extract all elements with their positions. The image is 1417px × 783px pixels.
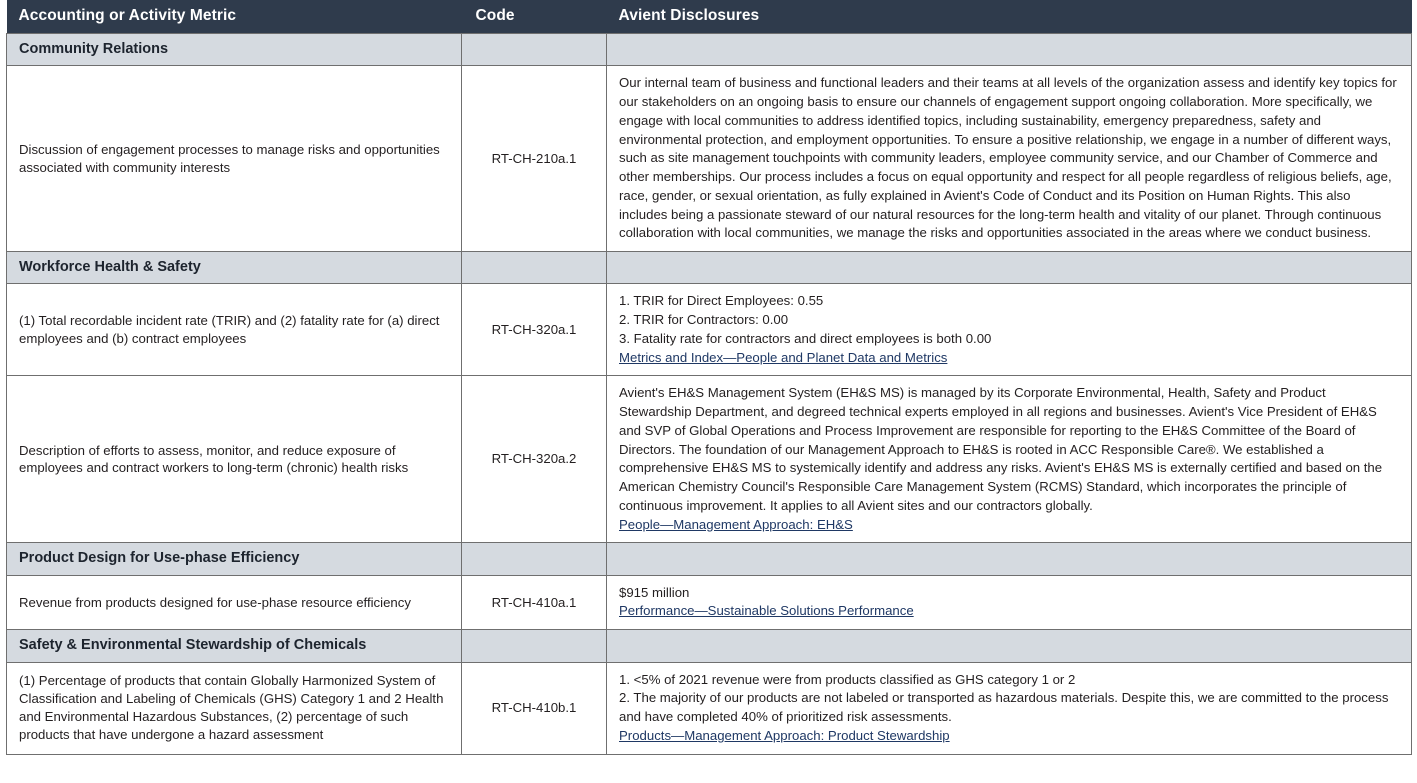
metric-cell: (1) Percentage of products that contain Globally Harmonized System of Classification and Labeling of Chemicals (GHS) Category 1 and 2 Health and Environmental Hazardous Substances, (2) percentage of such products that have undergone a hazard assessment xyxy=(7,662,462,754)
disclosure-cell xyxy=(607,662,1412,754)
disclosure-line: 1. <5% of 2021 revenue were from products classified as GHS category 1 or 2 xyxy=(619,671,1076,687)
metric-cell: Description of efforts to assess, monitor, and reduce exposure of employees and contract workers to long-term (chronic) health risks xyxy=(7,376,462,543)
disclosure-link[interactable]: People—Management Approach: EH&S xyxy=(619,516,853,532)
disclosure-link[interactable]: Performance—Sustainable Solutions Performance xyxy=(619,603,914,619)
section-title: Safety & Environmental Stewardship of Chemicals xyxy=(7,630,462,662)
code-cell: RT-CH-410a.1 xyxy=(462,575,607,629)
column-header-metric: Accounting or Activity Metric xyxy=(7,0,462,34)
table-header xyxy=(7,0,1412,34)
code-cell: RT-CH-210a.1 xyxy=(462,66,607,252)
code-cell: RT-CH-320a.2 xyxy=(462,376,607,543)
section-blank-code xyxy=(462,630,607,662)
section-blank-disclosure xyxy=(607,543,1412,575)
disclosure-line: 1. TRIR for Direct Employees: 0.55 xyxy=(619,293,824,309)
section-blank-code xyxy=(462,34,607,66)
table-header-row xyxy=(7,0,1412,34)
section-title: Community Relations xyxy=(7,34,462,66)
section-header-row xyxy=(7,34,1412,66)
section-header-row xyxy=(7,630,1412,662)
section-blank-disclosure xyxy=(607,630,1412,662)
disclosure-link[interactable]: Metrics and Index—People and Planet Data and Metrics xyxy=(619,349,948,365)
metric-cell: Revenue from products designed for use-phase resource efficiency xyxy=(7,575,462,629)
disclosure-cell xyxy=(607,376,1412,543)
section-header-row xyxy=(7,252,1412,284)
metric-cell: (1) Total recordable incident rate (TRIR) and (2) fatality rate for (a) direct employees and (b) contract employees xyxy=(7,284,462,376)
code-cell: RT-CH-320a.1 xyxy=(462,284,607,376)
code-cell: RT-CH-410b.1 xyxy=(462,662,607,754)
table-row xyxy=(7,575,1412,629)
column-header-code: Code xyxy=(462,0,607,34)
section-title: Workforce Health & Safety xyxy=(7,252,462,284)
table-body xyxy=(7,34,1412,755)
disclosure-cell xyxy=(607,66,1412,252)
section-blank-disclosure xyxy=(607,34,1412,66)
disclosure-paragraph: Our internal team of business and functional leaders and their teams at all levels of the organization assess and identify key topics for our stakeholders on an ongoing basis to ensure our channels of engagement support ongoing collaboration. More specifically, we engage with local communities to address identified topics, including sustainability, emergency preparedness, safety and environmental protection, and employment opportunities. To ensure a positive relationship, we engage in a number of different ways, such as site management touchpoints with community leaders, employee community service, and our Chamber of Commerce and other memberships. Our process includes a focus on equal opportunity and respect for all people regardless of religious beliefs, age, race, gender, or sexual orientation, as fully explained in Avient's Code of Conduct and its Position on Human Rights. This also includes being a passionate steward of our natural resources for the long-term health and vitality of our planet. Through continuous collaboration with local communities, we manage the risks and opportunities associated in the areas where we conduct business. xyxy=(619,75,1397,241)
section-title: Product Design for Use-phase Efficiency xyxy=(7,543,462,575)
table-row xyxy=(7,284,1412,376)
sasb-table xyxy=(6,0,1412,755)
disclosure-line: 2. TRIR for Contractors: 0.00 xyxy=(619,312,789,328)
metric-cell: Discussion of engagement processes to manage risks and opportunities associated with community interests xyxy=(7,66,462,252)
table-row xyxy=(7,662,1412,754)
section-header-row xyxy=(7,543,1412,575)
section-blank-disclosure xyxy=(607,252,1412,284)
disclosure-line: 3. Fatality rate for contractors and direct employees is both 0.00 xyxy=(619,330,992,346)
table-row xyxy=(7,376,1412,543)
table-row xyxy=(7,66,1412,252)
disclosure-cell xyxy=(607,284,1412,376)
disclosure-line: $915 million xyxy=(619,584,690,600)
section-blank-code xyxy=(462,543,607,575)
column-header-disclosures: Avient Disclosures xyxy=(607,0,1412,34)
disclosure-paragraph: Avient's EH&S Management System (EH&S MS) is managed by its Corporate Environmental, Health, Safety and Product Stewardship Department, and degreed technical experts employed in all regions and businesses. Avient's Vice President of EH&S and SVP of Global Operations and Process Improvement are responsible for reporting to the EH&S Committee of the Board of Directors. The foundation of our Management Approach to EH&S is rooted in ACC Responsible Care®. We established a comprehensive EH&S MS to systemically identify and address any risks. Avient's EH&S MS is externally certified and based on the American Chemistry Council's Responsible Care Management System (RCMS) Standard, which incorporates the principle of continuous improvement. It applies to all Avient sites and our contractors globally. xyxy=(619,385,1383,513)
section-blank-code xyxy=(462,252,607,284)
disclosure-cell xyxy=(607,575,1412,629)
disclosure-paragraph: 2. The majority of our products are not labeled or transported as hazardous materials. Despite this, we are committed to the process and have completed 40% of prioritized risk assessments. xyxy=(619,690,1389,725)
disclosure-link[interactable]: Products—Management Approach: Product Stewardship xyxy=(619,727,950,743)
